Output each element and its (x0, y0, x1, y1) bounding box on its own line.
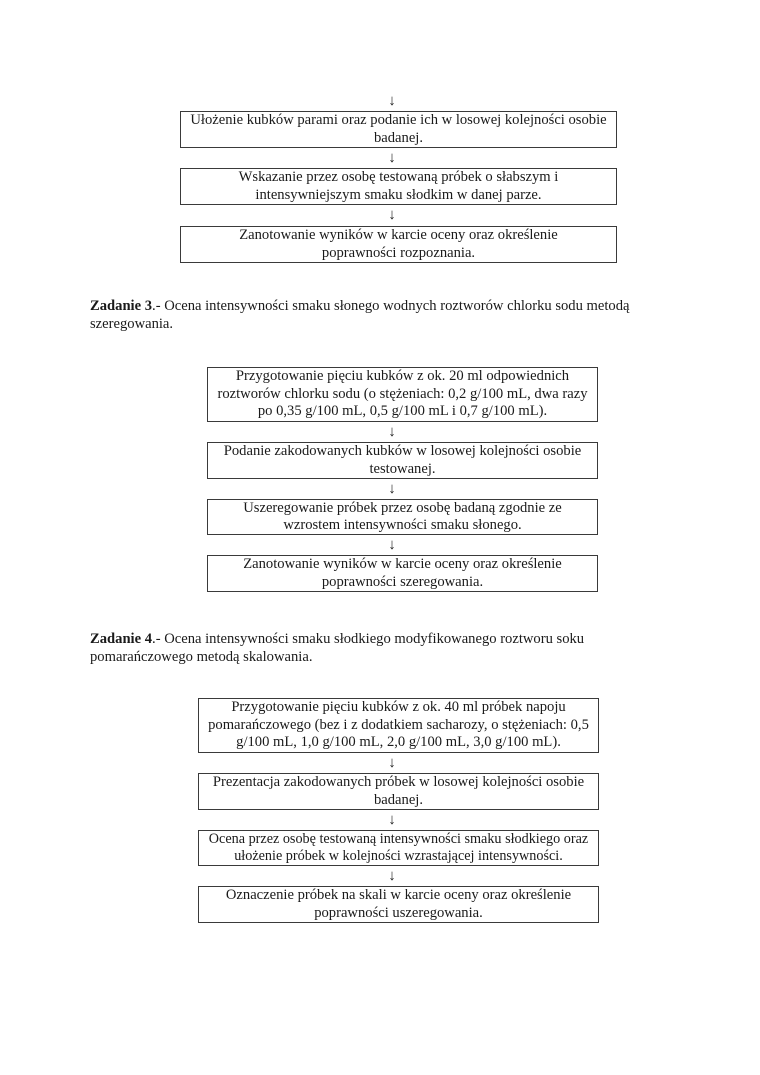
flow-step-text: Przygotowanie pięciu kubków z ok. 20 ml odpowiednich roztworów chlorku sodu (o stężeniach: 0,2 g/100 mL, dwa razy po 0,35 g/100 mL, 0,5 g/100 mL i 0,7 g/100 mL). (217, 368, 588, 420)
flow-arrow-icon: ↓ (388, 812, 396, 828)
section-4-heading (90, 630, 670, 666)
flow-arrow-icon: ↓ (388, 755, 396, 771)
flow-step-box (180, 168, 617, 205)
flow-step-box (198, 698, 599, 753)
flow-arrow-icon: ↓ (388, 207, 396, 223)
flow-step-text: Prezentacja zakodowanych próbek w losowej kolejności osobie badanej. (212, 774, 585, 808)
section-3-heading (90, 297, 670, 333)
flow-arrow-icon: ↓ (388, 868, 396, 884)
flow-step-text: Ocena przez osobę testowaną intensywności smaku słodkiego oraz ułożenie próbek w kolejności wzrastającej intensywności. (208, 830, 589, 864)
flow-step-text: Wskazanie przez osobę testowaną próbek o słabszym i intensywniejszym smaku słodkim w danej parze. (238, 169, 559, 203)
flow-step-box (207, 499, 598, 535)
flow-step-box (207, 555, 598, 592)
flow-step-text: Uszeregowanie próbek przez osobę badaną zgodnie ze wzrostem intensywności smaku słonego. (243, 499, 562, 533)
flow-step-box (198, 773, 599, 810)
flow-arrow-icon: ↓ (388, 93, 396, 109)
flow-arrow-icon: ↓ (388, 537, 396, 553)
section-4-label: Zadanie 4 (90, 631, 153, 647)
flow-arrow-icon: ↓ (388, 481, 396, 497)
section-4-title: .- Ocena intensywności smaku słodkiego modyfikowanego roztworu soku pomarańczowego metodą skalowania. (90, 631, 585, 665)
flow-arrow-icon: ↓ (388, 150, 396, 166)
section-3-title: .- Ocena intensywności smaku słonego wodnych roztworów chlorku sodu metodą szeregowania. (90, 298, 630, 332)
flow-step-text: Oznaczenie próbek na skali w karcie oceny oraz określenie poprawności uszeregowania. (225, 887, 572, 921)
flow-step-text: Przygotowanie pięciu kubków z ok. 40 ml próbek napoju pomarańczowego (bez i z dodatkiem sacharozy, o stężeniach: 0,5 g/100 mL, 1,0 g/100 mL, 2,0 g/100 mL, 3,0 g/100 mL). (208, 699, 589, 751)
flow-step-box (207, 367, 598, 422)
flow-step-box (180, 226, 617, 263)
flow-step-text: Podanie zakodowanych kubków w losowej kolejności osobie testowanej. (223, 443, 582, 477)
flow-step-text: Zanotowanie wyników w karcie oceny oraz określenie poprawności rozpoznania. (239, 227, 558, 261)
flow-step-box (180, 111, 617, 148)
flow-arrow-icon: ↓ (388, 424, 396, 440)
flow-step-box (198, 886, 599, 923)
flow-step-text: Zanotowanie wyników w karcie oceny oraz określenie poprawności szeregowania. (243, 556, 562, 590)
flow-step-box (198, 830, 599, 866)
flow-step-box (207, 442, 598, 479)
flow-step-text: Ułożenie kubków parami oraz podanie ich w losowej kolejności osobie badanej. (190, 112, 607, 146)
section-3-label: Zadanie 3 (90, 298, 153, 314)
